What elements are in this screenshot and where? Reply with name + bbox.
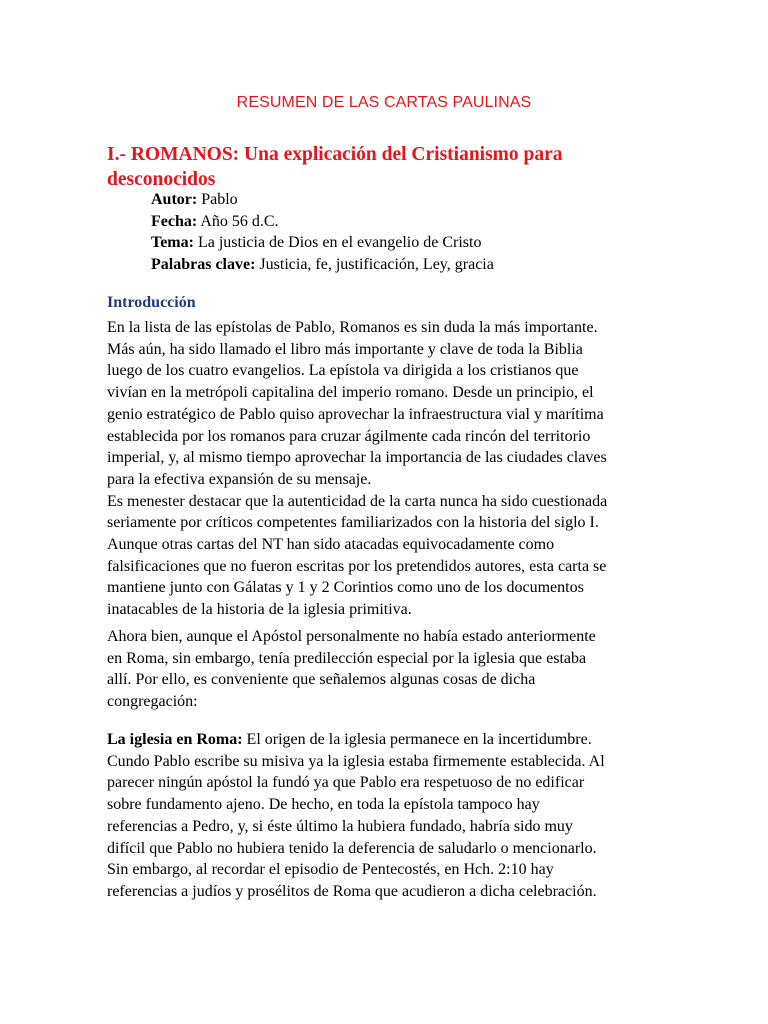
text-line: En la lista de las epístolas de Pablo, Romanos es sin duda la más importante. <box>107 319 598 336</box>
introduction-heading: Introducción <box>107 294 196 311</box>
meta-label: Tema: <box>151 234 194 252</box>
meta-value: Pablo <box>197 191 238 208</box>
text-line: para la efectiva expansión de su mensaje. <box>107 470 372 488</box>
meta-keywords <box>151 254 651 276</box>
section-heading-line: I.- ROMANOS: Una explicación del Cristianismo para <box>107 144 563 165</box>
paragraph-introduction <box>107 317 667 621</box>
meta-label: Autor: <box>151 191 198 208</box>
text-line: genio estratégico de Pablo quiso aprovechar la infraestructura vial y marítima <box>107 405 604 423</box>
text-line: establecida por los romanos para cruzar ágilmente cada rincón del territorio <box>107 427 591 445</box>
meta-value: Justicia, fe, justificación, Ley, gracia <box>255 256 494 274</box>
paragraph-label: La iglesia en Roma: <box>107 731 243 748</box>
text-line: imperial, y, al mismo tiempo aprovechar la importancia de las ciudades claves <box>107 449 607 467</box>
document-title: RESUMEN DE LAS CARTAS PAULINAS <box>236 94 532 111</box>
text-line: Ahora bien, aunque el Apóstol personalmente no había estado anteriormente <box>107 628 596 645</box>
paragraph-apostle-rome <box>107 626 667 713</box>
meta-theme <box>151 232 651 254</box>
meta-author <box>151 189 651 211</box>
text-line: Cundo Pablo escribe su misiva ya la iglesia estaba firmemente establecida. Al <box>107 752 605 770</box>
section-heading <box>107 142 627 192</box>
text-line: mantiene junto con Gálatas y 1 y 2 Corintios como uno de los documentos <box>107 579 584 597</box>
text-line: vivían en la metrópoli capitalina del imperio romano. Desde un principio, el <box>107 384 594 402</box>
text-line: Sin embargo, al recordar el episodio de Pentecostés, en Hch. 2:10 hay <box>107 861 554 879</box>
meta-date <box>151 211 651 233</box>
text-line: congregación: <box>107 693 198 711</box>
text-line: Aunque otras cartas del NT han sido atacadas equivocadamente como <box>107 536 555 554</box>
meta-value: Año 56 d.C. <box>197 212 279 230</box>
text-line: Es menester destacar que la autenticidad de la carta nunca ha sido cuestionada <box>107 492 608 510</box>
section-heading-line: desconocidos <box>107 169 216 190</box>
text-line: referencias a Pedro, y, si éste último la hubiera fundado, habría sido muy <box>107 817 573 835</box>
text-line: Más aún, ha sido llamado el libro más importante y clave de toda la Biblia <box>107 340 583 358</box>
text-line: referencias a judíos y prosélitos de Roma que acudieron a dicha celebración. <box>107 882 597 900</box>
text-line: allí. Por ello, es conveniente que señalemos algunas cosas de dicha <box>107 671 536 689</box>
text-line: en Roma, sin embargo, tenía predilección especial por la iglesia que estaba <box>107 649 587 667</box>
meta-label: Fecha: <box>151 212 198 230</box>
meta-value: La justicia de Dios en el evangelio de Cristo <box>193 234 482 252</box>
text-fragment: El origen de la iglesia permanece en la incertidumbre. <box>242 731 592 748</box>
text-line: inatacables de la historia de la iglesia primitiva. <box>107 601 412 619</box>
text-line: seriamente por críticos competentes familiarizados con la historia del siglo I. <box>107 514 599 532</box>
text-line <box>107 729 667 751</box>
text-line: sobre fundamento ajeno. De hecho, en toda la epístola tampoco hay <box>107 796 540 814</box>
paragraph-church-in-rome <box>107 729 667 903</box>
text-line: difícil que Pablo no hubiera tenido la deferencia de saludarlo o mencionarlo. <box>107 839 597 857</box>
text-line: luego de los cuatro evangelios. La epístola va dirigida a los cristianos que <box>107 362 579 380</box>
text-line: parecer ningún apóstol la fundó ya que Pablo era respetuoso de no edificar <box>107 774 585 792</box>
book-metadata <box>151 189 651 276</box>
text-line: falsificaciones que no fueron escritas por los pretendidos autores, esta carta se <box>107 557 607 575</box>
meta-label: Palabras clave: <box>151 256 256 274</box>
